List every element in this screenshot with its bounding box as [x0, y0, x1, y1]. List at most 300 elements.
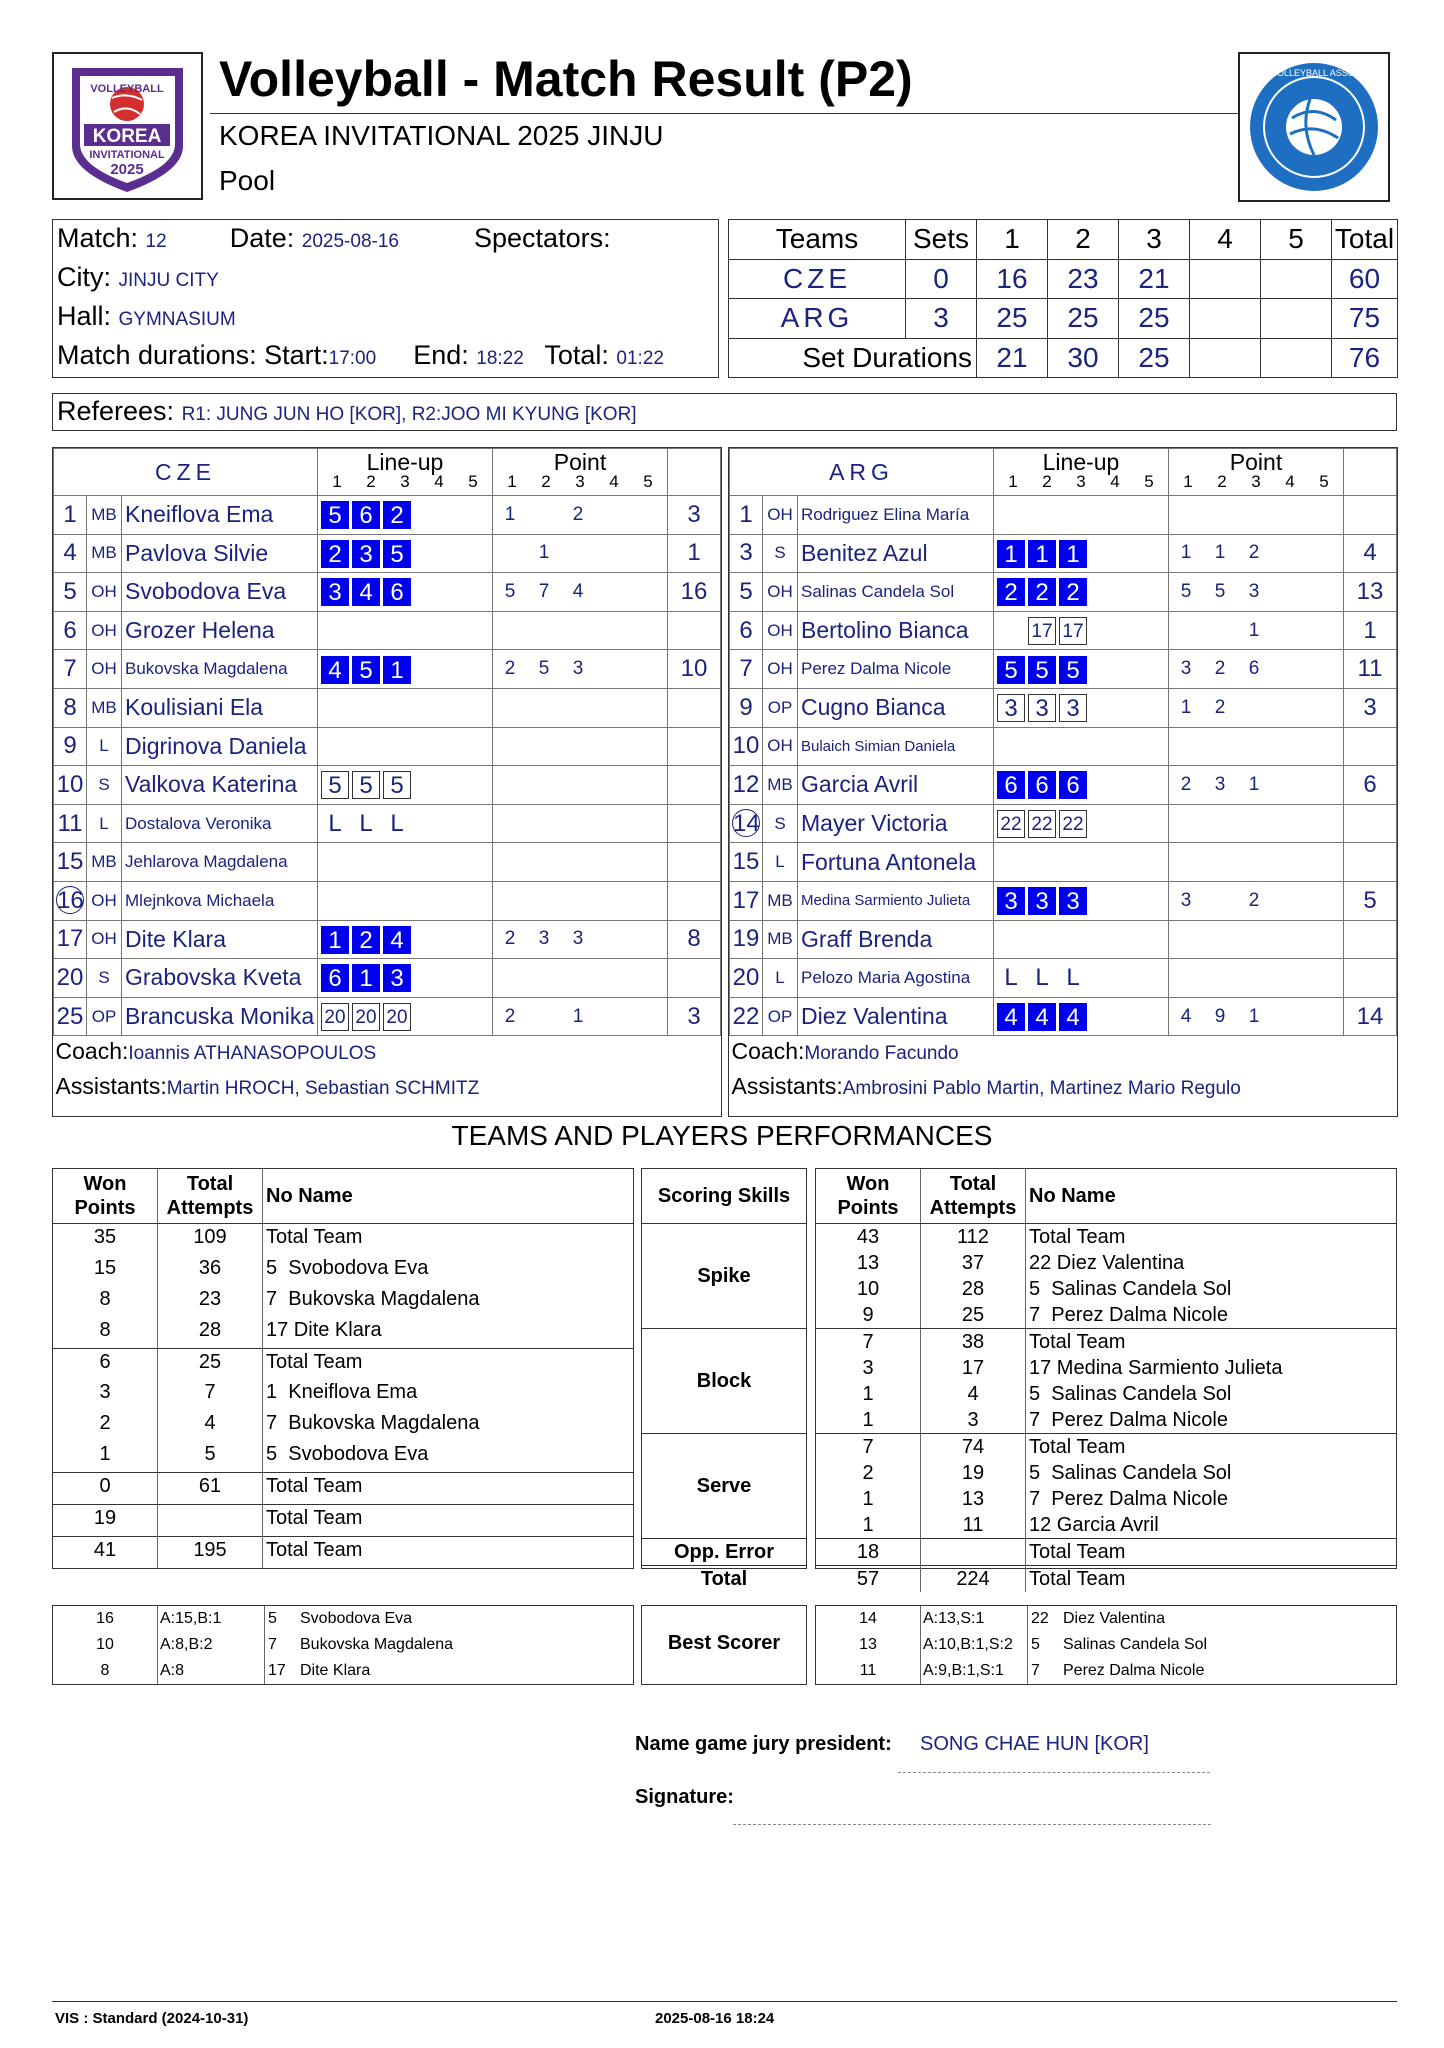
- starting-position-box: 3: [1059, 887, 1087, 915]
- starting-position-box: 1: [321, 926, 349, 954]
- total-attempts: 13: [921, 1486, 1026, 1512]
- points-cell: [1169, 959, 1344, 998]
- lineup-cell: [994, 804, 1169, 843]
- points-cell: [493, 650, 668, 689]
- player-position: OH: [87, 611, 122, 650]
- score-set4: [1190, 299, 1261, 339]
- coach-row: [54, 1036, 721, 1109]
- perf-row: [816, 1381, 1396, 1407]
- total-attempts: 38: [921, 1329, 1026, 1356]
- player-entry: 7 Perez Dalma Nicole: [1026, 1407, 1397, 1434]
- roster-arg: [728, 447, 1398, 1117]
- total-value: 01:22: [616, 348, 664, 369]
- col-total: Total: [1332, 220, 1398, 260]
- player-row: [730, 920, 1397, 959]
- score-set2: 25: [1048, 299, 1119, 339]
- total-attempts: 7: [158, 1379, 263, 1410]
- player-position: MB: [87, 496, 122, 535]
- perf-row: [53, 1441, 633, 1472]
- duration-set1: 21: [977, 338, 1048, 378]
- player-row: [730, 881, 1397, 920]
- lineup-cell: [318, 534, 493, 573]
- point-title: Point: [553, 449, 607, 475]
- set-points: 1: [1248, 1005, 1260, 1027]
- col-teams: Teams: [729, 220, 906, 260]
- scorer-points: 13: [816, 1632, 921, 1658]
- skill-name: Opp. Error: [642, 1539, 806, 1566]
- score-team: CZE: [729, 259, 906, 299]
- perf-row: [816, 1276, 1396, 1302]
- scorer-breakdown: A:8: [158, 1658, 265, 1684]
- perf-right: [815, 1168, 1397, 1590]
- points-cell: [493, 959, 668, 998]
- start-value: 17:00: [328, 348, 377, 369]
- set-points: 2: [504, 928, 516, 950]
- player-total-points: 4: [1344, 534, 1397, 573]
- spectators-label: Spectators:: [474, 223, 611, 253]
- player-total-points: [668, 727, 721, 766]
- won-points: 3: [816, 1355, 921, 1381]
- date-label: Date:: [229, 223, 295, 253]
- player-row: [730, 650, 1397, 689]
- set-points: 2: [1248, 889, 1260, 911]
- skill-name: Total: [700, 1568, 748, 1590]
- starting-position-box: 1: [1059, 540, 1087, 568]
- set-points: 4: [572, 580, 584, 602]
- captain-number: 16: [57, 887, 84, 915]
- total-attempts: 112: [921, 1224, 1026, 1251]
- logo-sub-text: INVITATIONAL: [89, 149, 165, 161]
- total-attempts: 25: [158, 1348, 263, 1379]
- col-set3: 3: [1119, 220, 1190, 260]
- lineup-cell: [318, 650, 493, 689]
- points-cell: [493, 688, 668, 727]
- player-position: OH: [87, 881, 122, 920]
- logo-top-text: VOLLEYBALL: [90, 83, 164, 95]
- set-points: 4: [1180, 1005, 1192, 1027]
- player-row: [730, 573, 1397, 612]
- player-position: OP: [763, 688, 798, 727]
- set-points: 1: [1180, 696, 1192, 718]
- set-points: 3: [1214, 773, 1226, 795]
- best-scorer-label-box: [641, 1605, 807, 1685]
- perf-row: [53, 1348, 633, 1379]
- assistants-names: Martin HROCH, Sebastian SCHMITZ: [166, 1078, 480, 1100]
- score-sets: 3: [906, 299, 977, 339]
- substitute-box: 22: [997, 810, 1025, 838]
- lineup-title: Line-up: [1042, 449, 1120, 475]
- perf-skills-table: [642, 1169, 806, 1592]
- jury-president-label: Name game jury president:: [635, 1733, 892, 1755]
- player-row: [730, 534, 1397, 573]
- player-total-points: [1344, 496, 1397, 535]
- won-points: 41: [53, 1537, 158, 1568]
- perf-header: [816, 1169, 1396, 1224]
- player-total-points: 6: [1344, 766, 1397, 805]
- performance-title: TEAMS AND PLAYERS PERFORMANCES: [451, 1120, 993, 1151]
- player-total-points: 8: [668, 920, 721, 959]
- starting-position-box: 5: [321, 501, 349, 529]
- player-number-cell: [730, 496, 763, 535]
- set-points: 2: [504, 1005, 516, 1027]
- player-number: 9: [739, 693, 753, 721]
- player-entry: Total Team: [266, 1350, 363, 1373]
- substitute-box: 17: [1028, 617, 1056, 645]
- player-total-points: 10: [668, 650, 721, 689]
- player-entry: 1 Kneiflova Ema: [266, 1381, 418, 1404]
- player-total-points: [1344, 920, 1397, 959]
- player-number-cell: [54, 573, 87, 612]
- player-position: S: [87, 959, 122, 998]
- player-number-cell: [730, 573, 763, 612]
- roster-team-name: ARG: [730, 449, 994, 496]
- scorer-points: 10: [53, 1632, 158, 1658]
- set-number: 4: [609, 472, 619, 491]
- scorer-breakdown: A:15,B:1: [158, 1606, 265, 1632]
- total-attempts: 4: [158, 1410, 263, 1441]
- roster-team-name: CZE: [54, 449, 318, 496]
- points-cell: [1169, 766, 1344, 805]
- starting-position-box: 1: [997, 540, 1025, 568]
- points-cell: [1169, 611, 1344, 650]
- jury-president-value: SONG CHAE HUN [KOR]: [920, 1733, 1149, 1755]
- set-points: 1: [504, 503, 516, 525]
- points-cell: [493, 997, 668, 1036]
- name-header: No Name: [1026, 1169, 1397, 1224]
- starting-position-box: 5: [383, 540, 411, 568]
- starting-position-box: 2: [997, 578, 1025, 606]
- lineup-cell: [994, 959, 1169, 998]
- points-cell: [493, 573, 668, 612]
- substitute-box: 17: [1059, 617, 1087, 645]
- player-position: MB: [763, 881, 798, 920]
- substitute-box: 20: [352, 1003, 380, 1031]
- player-name: Jehlarova Magdalena: [122, 843, 318, 882]
- substitute-box: L: [1035, 964, 1049, 992]
- page-title: Volleyball - Match Result (P2): [219, 51, 913, 107]
- lineup-cell: [994, 920, 1169, 959]
- best-scorer-row: [816, 1606, 1396, 1632]
- set-points: 5: [1180, 580, 1192, 602]
- player-name: Bertolino Bianca: [798, 611, 994, 650]
- perf-row: [816, 1460, 1396, 1486]
- starting-position-box: 4: [1028, 1003, 1056, 1031]
- starting-position-box: 2: [383, 501, 411, 529]
- player-name: Bulaich Simian Daniela: [798, 727, 994, 766]
- skill-row: [642, 1224, 806, 1329]
- total-attempts: 61: [158, 1473, 263, 1504]
- player-number: 10: [732, 732, 760, 760]
- player-row: [54, 804, 721, 843]
- player-name: Koulisiani Ela: [122, 688, 318, 727]
- total-attempts: 23: [158, 1286, 263, 1317]
- best-scorer-right-table: [816, 1606, 1396, 1684]
- player-row: [54, 496, 721, 535]
- perf-row-opp-error: [53, 1505, 633, 1537]
- total-attempts: [158, 1505, 263, 1537]
- coach-cell: [54, 1036, 721, 1109]
- score-set4: [1190, 259, 1261, 299]
- player-row: [730, 766, 1397, 805]
- set-number: 3: [1251, 472, 1261, 491]
- lineup-cell: [994, 727, 1169, 766]
- set-number: 4: [1110, 472, 1120, 491]
- hall-row: [57, 301, 236, 332]
- jury-line: [898, 1772, 1210, 1773]
- player-name: Grabovska Kveta: [122, 959, 318, 998]
- duration-total: 76: [1332, 338, 1398, 378]
- player-number-cell: [54, 650, 87, 689]
- best-scorer-label: Best Scorer: [667, 1632, 781, 1654]
- best-scorer-left: [52, 1605, 634, 1685]
- player-row: [730, 843, 1397, 882]
- set-points: 3: [1248, 580, 1260, 602]
- player-number: 17: [56, 925, 84, 953]
- score-set1: 25: [977, 299, 1048, 339]
- perf-row: [53, 1379, 633, 1410]
- player-number-cell: [54, 496, 87, 535]
- player-number-cell: [730, 804, 763, 843]
- player-row: [54, 997, 721, 1036]
- player-position: MB: [763, 766, 798, 805]
- player-number: 11: [57, 809, 83, 837]
- player-entry: Total Team: [1026, 1566, 1397, 1593]
- player-position: OH: [763, 496, 798, 535]
- player-row: [54, 920, 721, 959]
- substitute-box: L: [328, 810, 342, 837]
- player-entry: 12 Garcia Avril: [1026, 1512, 1397, 1539]
- roster-table-arg: [729, 448, 1397, 1108]
- perf-row-total: [816, 1566, 1396, 1593]
- point-set-numbers: [493, 472, 667, 492]
- perf-row: [53, 1224, 633, 1255]
- lineup-cell: [318, 920, 493, 959]
- referees-value: R1: JUNG JUN HO [KOR], R2:JOO MI KYUNG [KOR]: [181, 404, 637, 425]
- set-points: 9: [1214, 1005, 1226, 1027]
- player-row: [54, 727, 721, 766]
- lineup-cell: [318, 881, 493, 920]
- player-total-points: 3: [1344, 688, 1397, 727]
- player-name: Benitez Azul: [798, 534, 994, 573]
- won-points: 19: [53, 1505, 158, 1537]
- player-position: OH: [87, 650, 122, 689]
- total-attempts: 11: [921, 1512, 1026, 1539]
- assistants-line: [730, 1067, 1397, 1106]
- player-entry: Total Team: [266, 1475, 363, 1497]
- roster-cze: [52, 447, 722, 1117]
- lineup-cell: [318, 688, 493, 727]
- best-scorer-row: [53, 1632, 633, 1658]
- perf-right-table: [816, 1169, 1396, 1592]
- player-number: 7: [739, 655, 753, 683]
- player-total-points: [1344, 843, 1397, 882]
- assistants-label: Assistants:: [55, 1073, 167, 1100]
- scorer-breakdown: A:10,B:1,S:2: [921, 1632, 1028, 1658]
- won-points: 35: [53, 1224, 158, 1255]
- lineup-cell: [994, 611, 1169, 650]
- won-points: 8: [53, 1286, 158, 1317]
- player-number: 6: [739, 616, 753, 644]
- substitute-box: 5: [321, 771, 349, 799]
- player-number-cell: [730, 688, 763, 727]
- player-entry: 5 Svobodova Eva: [263, 1441, 634, 1472]
- starting-position-box: 1: [352, 964, 380, 992]
- won-points: 2: [816, 1460, 921, 1486]
- player-number-cell: [54, 843, 87, 882]
- scorer-points: 11: [816, 1658, 921, 1684]
- perf-header: [53, 1169, 633, 1224]
- starting-position-box: 3: [997, 887, 1025, 915]
- player-number-cell: [54, 920, 87, 959]
- player-position: OH: [87, 573, 122, 612]
- perf-row: [816, 1224, 1396, 1251]
- player-row: [54, 766, 721, 805]
- set-points: 1: [572, 1005, 584, 1027]
- scorer-name: Salinas Candela Sol: [1063, 1636, 1208, 1653]
- total-attempts: 25: [921, 1302, 1026, 1329]
- player-row: [54, 573, 721, 612]
- won-points-header: Won Points: [816, 1169, 921, 1224]
- logo-main-text: KOREA: [92, 126, 162, 147]
- score-total: 60: [1332, 259, 1398, 299]
- player-position: OH: [87, 920, 122, 959]
- set-points: 1: [538, 542, 550, 564]
- score-total: 75: [1332, 299, 1398, 339]
- set-number: 1: [1183, 472, 1193, 491]
- set-number: 4: [434, 472, 444, 491]
- player-name: Brancuska Monika: [122, 997, 318, 1036]
- player-number-cell: [54, 804, 87, 843]
- total-attempts-header: Total Attempts: [158, 1169, 263, 1224]
- player-total-points: [1344, 727, 1397, 766]
- player-number: 20: [56, 963, 84, 991]
- substitute-box: 20: [383, 1003, 411, 1031]
- starting-position-box: 5: [1028, 656, 1056, 684]
- perf-row: [53, 1317, 633, 1348]
- player-position: MB: [87, 534, 122, 573]
- lineup-cell: [318, 804, 493, 843]
- player-number-cell: [730, 843, 763, 882]
- won-points: 9: [816, 1302, 921, 1329]
- won-points: 1: [816, 1486, 921, 1512]
- player-total-points: [1344, 804, 1397, 843]
- set-durations-row: [729, 338, 1398, 378]
- score-set5: [1261, 259, 1332, 299]
- perf-row: [816, 1302, 1396, 1329]
- scorer-name: Dite Klara: [300, 1662, 371, 1679]
- point-header: [1169, 449, 1344, 496]
- player-row: [730, 496, 1397, 535]
- set-points: 1: [1248, 773, 1260, 795]
- starting-position-box: 6: [352, 501, 380, 529]
- player-position: L: [763, 959, 798, 998]
- player-name: Mayer Victoria: [798, 804, 994, 843]
- duration-set3: 25: [1119, 338, 1190, 378]
- skill-name: Spike: [642, 1224, 806, 1329]
- set-points: 2: [1214, 696, 1226, 718]
- player-total-points: [668, 611, 721, 650]
- competition-name: KOREA INVITATIONAL 2025 JINJU: [219, 120, 664, 151]
- player-number: 5: [63, 577, 77, 605]
- player-total-points: 1: [668, 534, 721, 573]
- set-number: 1: [1008, 472, 1018, 491]
- point-set-numbers: [1169, 472, 1343, 492]
- perf-row: [816, 1250, 1396, 1276]
- player-total-points: 14: [1344, 997, 1397, 1036]
- match-value: 12: [145, 231, 167, 252]
- scorer-points: 8: [53, 1658, 158, 1684]
- won-points: 8: [53, 1317, 158, 1348]
- player-entry: Total Team: [263, 1537, 634, 1568]
- coach-row: [730, 1036, 1397, 1109]
- set-points: 7: [538, 580, 550, 602]
- player-number-cell: [54, 611, 87, 650]
- won-points: 0: [53, 1473, 158, 1504]
- player-name: Perez Dalma Nicole: [798, 650, 994, 689]
- city-value: JINJU CITY: [118, 270, 219, 291]
- starting-position-box: 5: [997, 656, 1025, 684]
- substitute-box: 3: [1059, 694, 1087, 722]
- points-cell: [493, 843, 668, 882]
- skill-row: [642, 1434, 806, 1539]
- end-label: End:: [413, 340, 469, 370]
- starting-position-box: 2: [1028, 578, 1056, 606]
- set-points: 2: [1214, 658, 1226, 680]
- starting-position-box: 6: [1028, 771, 1056, 799]
- lineup-header: [994, 449, 1169, 496]
- player-number: 7: [63, 655, 77, 683]
- set-points: 5: [504, 580, 516, 602]
- player-name: Graff Brenda: [798, 920, 994, 959]
- set-points: 1: [1180, 542, 1192, 564]
- assistants-names: Ambrosini Pablo Martin, Martinez Mario Regulo: [842, 1078, 1241, 1100]
- player-row: [730, 997, 1397, 1036]
- player-position: OP: [87, 997, 122, 1036]
- player-name: Grozer Helena: [122, 611, 318, 650]
- player-position: L: [763, 843, 798, 882]
- starting-position-box: 5: [1059, 656, 1087, 684]
- player-position: S: [763, 804, 798, 843]
- player-entry: Total Team: [263, 1505, 634, 1537]
- best-scorer-row: [53, 1606, 633, 1632]
- player-position: OP: [763, 997, 798, 1036]
- perf-skills: [641, 1168, 807, 1590]
- won-points: 10: [816, 1276, 921, 1302]
- player-name: Mlejnkova Michaela: [122, 881, 318, 920]
- coach-cell: [730, 1036, 1397, 1109]
- won-points: 1: [53, 1441, 158, 1472]
- score-set5: [1261, 299, 1332, 339]
- points-cell: [1169, 573, 1344, 612]
- print-timestamp: 2025-08-16 18:24: [655, 2010, 775, 2027]
- set-points: 3: [572, 928, 584, 950]
- player-position: MB: [87, 843, 122, 882]
- player-position: S: [87, 766, 122, 805]
- player-entry: 7 Perez Dalma Nicole: [1026, 1302, 1397, 1329]
- substitute-box: [997, 617, 1025, 645]
- points-cell: [1169, 727, 1344, 766]
- player-number-cell: [54, 766, 87, 805]
- lineup-cell: [994, 496, 1169, 535]
- point-title: Point: [1229, 449, 1283, 475]
- player-number-cell: [54, 881, 87, 920]
- referees-label: Referees:: [57, 396, 175, 426]
- set-points: 1: [1214, 542, 1226, 564]
- total-attempts: 3: [921, 1407, 1026, 1434]
- lineup-cell: [318, 727, 493, 766]
- starting-position-box: 4: [383, 926, 411, 954]
- starting-position-box: 2: [352, 926, 380, 954]
